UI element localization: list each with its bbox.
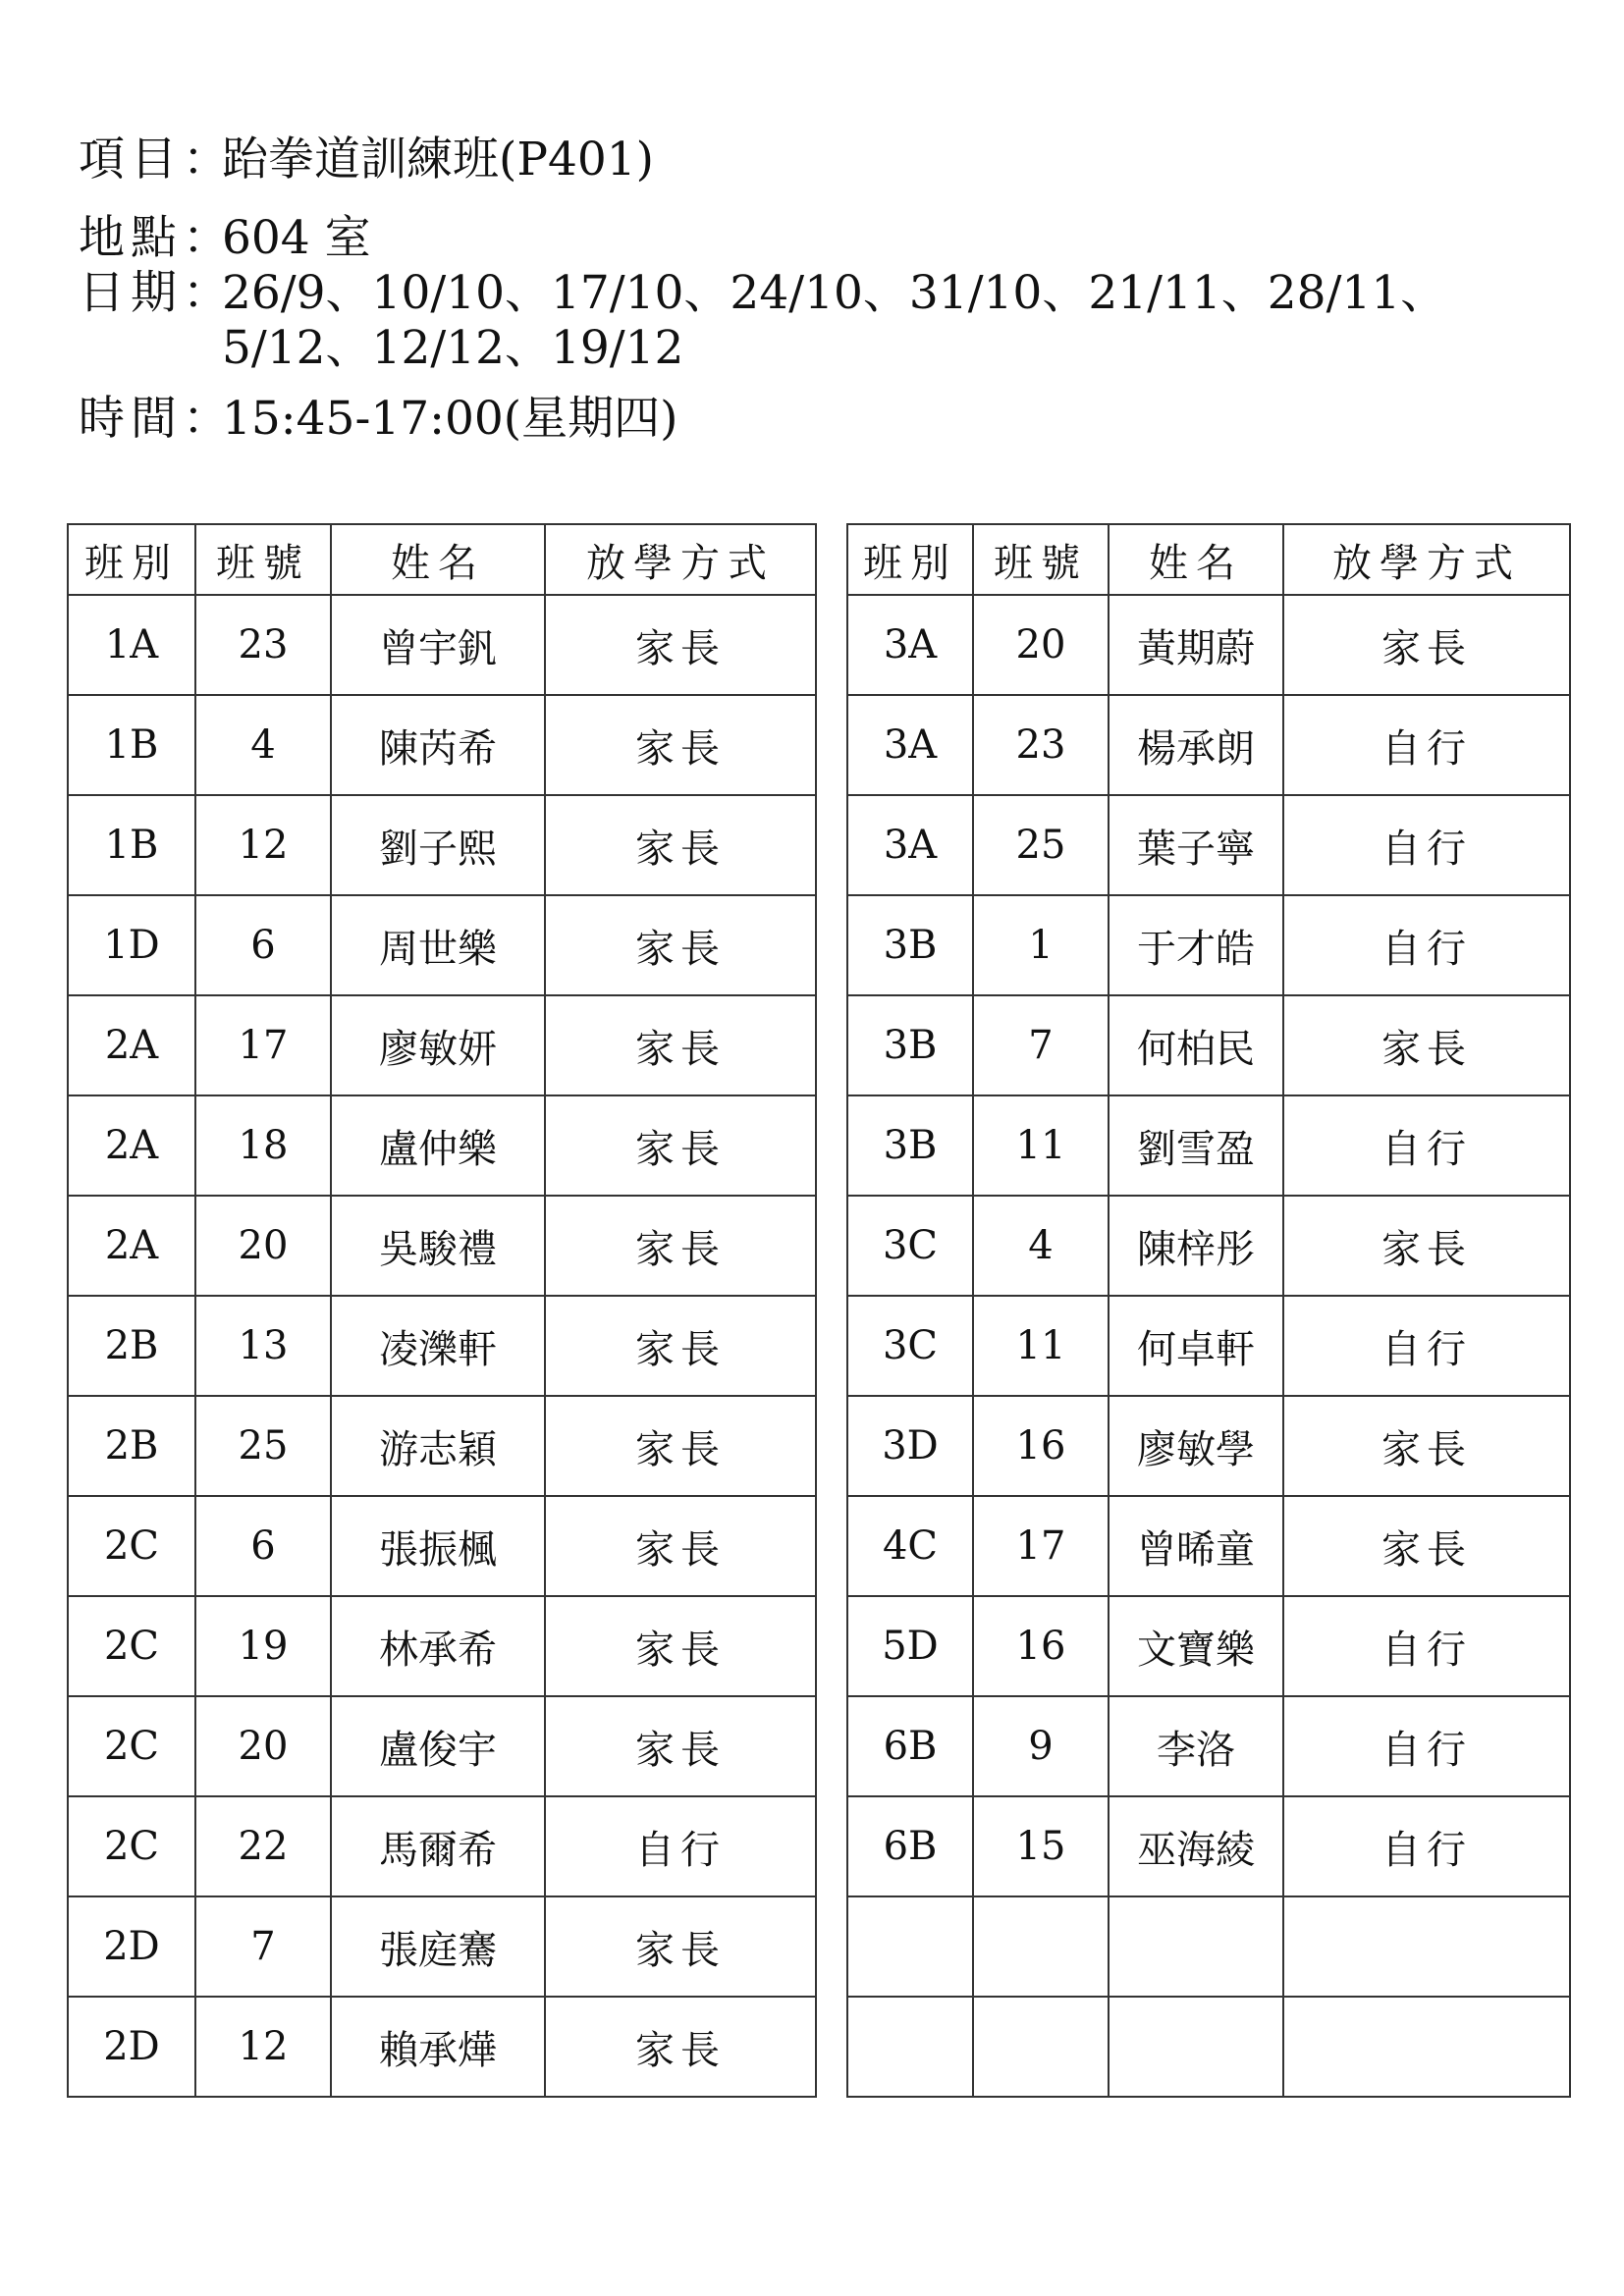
number-cell	[195, 1496, 331, 1596]
table-row	[68, 1496, 816, 1596]
name-cell	[331, 1095, 545, 1196]
time-colon: ：	[183, 392, 229, 446]
method-cell-text: 自行	[1381, 1326, 1472, 1372]
method-cell	[1283, 1696, 1570, 1796]
class-cell	[68, 1496, 195, 1596]
method-cell	[545, 1796, 816, 1896]
class-cell	[68, 995, 195, 1095]
table-row	[847, 1196, 1570, 1296]
method-cell	[545, 1296, 816, 1396]
name-cell	[331, 1997, 545, 2097]
method-cell-text: 自行	[1381, 1126, 1472, 1172]
number-cell-text: 25	[1015, 823, 1066, 868]
class-cell-text: 5D	[882, 1624, 939, 1669]
dates-label: 日期	[79, 266, 183, 320]
number-cell-text: 4	[1028, 1223, 1054, 1268]
number-cell	[973, 1997, 1109, 2097]
class-cell	[68, 595, 195, 695]
table-row	[68, 1396, 816, 1496]
name-cell	[331, 695, 545, 795]
class-cell-text: 3C	[882, 1323, 939, 1368]
name-cell	[331, 1796, 545, 1896]
roster-table-left	[67, 523, 817, 2098]
method-cell-text: 家長	[635, 1927, 726, 1973]
table-header-row	[847, 524, 1570, 595]
method-cell	[545, 795, 816, 895]
name-cell-text: 劉子熙	[379, 826, 497, 872]
number-cell	[973, 1095, 1109, 1196]
method-cell	[1283, 1396, 1570, 1496]
col-class-header: 班別	[847, 524, 973, 595]
name-cell	[331, 995, 545, 1095]
number-cell	[973, 595, 1109, 695]
name-cell-text: 葉子寧	[1137, 826, 1255, 872]
dates-colon: ：	[183, 266, 229, 320]
name-cell-text: 賴承燁	[379, 2027, 497, 2073]
class-cell	[68, 1196, 195, 1296]
class-cell-text: 2C	[103, 1624, 160, 1669]
class-cell	[68, 1396, 195, 1496]
number-cell-text: 25	[238, 1423, 289, 1468]
number-cell-text: 12	[238, 823, 289, 868]
number-cell-text: 20	[1015, 622, 1066, 667]
method-cell-text: 家長	[635, 1526, 726, 1573]
method-cell-text: 家長	[635, 1627, 726, 1673]
method-cell-text: 家長	[635, 625, 726, 671]
number-cell	[195, 1095, 331, 1196]
dates-value: 26/9、10/10、17/10、24/10、31/10、21/11、28/11、 5/12、12/12、19/12	[222, 266, 1447, 375]
name-cell	[331, 1396, 545, 1496]
number-cell-text: 7	[1028, 1023, 1054, 1068]
number-cell	[973, 695, 1109, 795]
class-cell	[847, 995, 973, 1095]
table-row	[847, 895, 1570, 995]
method-cell	[1283, 1896, 1570, 1997]
name-cell	[1109, 1095, 1283, 1196]
name-cell-text: 李洛	[1157, 1727, 1235, 1773]
number-cell-text: 16	[1015, 1624, 1066, 1669]
name-cell-text: 曾宇釩	[379, 625, 497, 671]
name-cell-text: 于才皓	[1137, 926, 1255, 972]
class-cell-text: 3C	[882, 1223, 939, 1268]
name-cell-text: 廖敏妍	[379, 1026, 497, 1072]
name-cell-text: 林承希	[379, 1627, 497, 1673]
name-cell-text: 凌濼軒	[379, 1326, 497, 1372]
method-cell	[545, 1896, 816, 1997]
class-cell-text: 3A	[883, 823, 938, 868]
name-cell-text: 張振楓	[379, 1526, 497, 1573]
method-cell	[545, 595, 816, 695]
col-number-header: 班號	[973, 524, 1109, 595]
method-cell-text: 家長	[635, 826, 726, 872]
method-cell-text: 家長	[635, 1026, 726, 1072]
name-cell	[1109, 995, 1283, 1095]
roster-body-left	[68, 595, 816, 2097]
class-cell-text: 2B	[104, 1423, 159, 1468]
number-cell-text: 23	[1015, 722, 1066, 768]
number-cell-text: 19	[238, 1624, 289, 1669]
number-cell-text: 17	[238, 1023, 289, 1068]
table-row	[68, 1796, 816, 1896]
number-cell-text: 15	[1015, 1824, 1066, 1869]
name-cell-text: 黃期蔚	[1137, 625, 1255, 671]
time-row	[79, 392, 1551, 447]
method-cell	[1283, 995, 1570, 1095]
method-cell-text: 家長	[635, 1226, 726, 1272]
class-cell-text: 2C	[103, 1724, 160, 1769]
name-cell-text: 張庭騫	[379, 1927, 497, 1973]
col-number-header: 班號	[195, 524, 331, 595]
class-cell	[847, 1095, 973, 1196]
name-cell-text: 盧仲樂	[379, 1126, 497, 1172]
dates-row	[79, 266, 1551, 376]
table-row	[847, 1596, 1570, 1696]
class-cell-text: 1A	[104, 622, 159, 667]
class-cell	[68, 1296, 195, 1396]
name-cell-text: 馬爾希	[379, 1827, 497, 1873]
method-cell	[1283, 1596, 1570, 1696]
class-cell-text: 3A	[883, 722, 938, 768]
method-cell	[545, 1396, 816, 1496]
class-cell	[68, 1596, 195, 1696]
method-cell	[1283, 795, 1570, 895]
name-cell	[1109, 1496, 1283, 1596]
table-row	[68, 1296, 816, 1396]
name-cell-text: 周世樂	[379, 926, 497, 972]
class-cell-text: 3A	[883, 622, 938, 667]
document-header	[79, 133, 1551, 447]
class-cell	[847, 1196, 973, 1296]
method-cell-text: 自行	[635, 1827, 726, 1873]
class-cell-text: 6B	[883, 1724, 938, 1769]
method-cell-text: 家長	[1381, 625, 1472, 671]
number-cell-text: 9	[1028, 1724, 1054, 1769]
number-cell-text: 11	[1015, 1123, 1066, 1168]
method-cell-text: 家長	[635, 1126, 726, 1172]
name-cell-text: 何柏民	[1137, 1026, 1255, 1072]
table-header-row	[68, 524, 816, 595]
name-cell	[1109, 1196, 1283, 1296]
method-cell-text: 家長	[635, 1727, 726, 1773]
table-row	[68, 1997, 816, 2097]
name-cell-text: 游志穎	[379, 1426, 497, 1472]
col-method-header: 放學方式	[545, 524, 816, 595]
class-cell-text: 3B	[883, 1123, 938, 1168]
class-cell-text: 2C	[103, 1523, 160, 1569]
number-cell-text: 12	[238, 2024, 289, 2069]
number-cell-text: 6	[250, 1523, 276, 1569]
number-cell-text: 20	[238, 1724, 289, 1769]
class-cell	[847, 695, 973, 795]
name-cell	[331, 1596, 545, 1696]
method-cell-text: 自行	[1381, 1827, 1472, 1873]
method-cell	[545, 1997, 816, 2097]
number-cell-text: 13	[238, 1323, 289, 1368]
name-cell	[331, 795, 545, 895]
table-row	[847, 795, 1570, 895]
class-cell	[847, 1396, 973, 1496]
number-cell-text: 23	[238, 622, 289, 667]
name-cell	[331, 1696, 545, 1796]
method-cell	[545, 995, 816, 1095]
name-cell	[331, 1196, 545, 1296]
class-cell-text: 1B	[104, 722, 159, 768]
table-row	[68, 995, 816, 1095]
class-cell-text: 6B	[883, 1824, 938, 1869]
number-cell-text: 22	[238, 1824, 289, 1869]
method-cell	[1283, 1997, 1570, 2097]
project-value: 跆拳道訓練班(P401)	[222, 133, 655, 187]
class-cell	[68, 695, 195, 795]
class-cell-text: 1B	[104, 823, 159, 868]
class-cell-text: 2B	[104, 1323, 159, 1368]
class-cell	[847, 1296, 973, 1396]
class-cell-text: 3D	[882, 1423, 939, 1468]
class-cell	[847, 1496, 973, 1596]
table-row	[68, 1196, 816, 1296]
class-cell	[68, 795, 195, 895]
method-cell-text: 家長	[1381, 1526, 1472, 1573]
name-cell-text: 陳芮希	[379, 725, 497, 772]
number-cell	[195, 1596, 331, 1696]
method-cell-text: 家長	[635, 926, 726, 972]
name-cell	[1109, 1796, 1283, 1896]
method-cell-text: 家長	[1381, 1026, 1472, 1072]
method-cell-text: 自行	[1381, 725, 1472, 772]
number-cell	[973, 1196, 1109, 1296]
name-cell-text: 廖敏學	[1137, 1426, 1255, 1472]
method-cell	[1283, 695, 1570, 795]
number-cell-text: 16	[1015, 1423, 1066, 1468]
method-cell	[545, 1596, 816, 1696]
number-cell-text: 7	[250, 1924, 276, 1969]
number-cell-text: 20	[238, 1223, 289, 1268]
method-cell	[1283, 595, 1570, 695]
class-cell-text: 4C	[882, 1523, 939, 1569]
number-cell	[973, 1396, 1109, 1496]
class-cell	[847, 795, 973, 895]
number-cell	[195, 1396, 331, 1496]
name-cell-text: 何卓軒	[1137, 1326, 1255, 1372]
table-row	[847, 1496, 1570, 1596]
project-label: 項目	[79, 133, 183, 187]
project-colon: ：	[183, 133, 229, 187]
number-cell	[973, 1496, 1109, 1596]
name-cell-text: 巫海綾	[1137, 1827, 1255, 1873]
class-cell	[847, 895, 973, 995]
name-cell	[331, 1896, 545, 1997]
number-cell	[195, 995, 331, 1095]
number-cell	[195, 1196, 331, 1296]
class-cell	[847, 1997, 973, 2097]
class-cell-text: 2A	[104, 1123, 159, 1168]
table-row	[68, 1596, 816, 1696]
table-row	[847, 595, 1570, 695]
table-row	[847, 995, 1570, 1095]
name-cell	[1109, 795, 1283, 895]
number-cell	[973, 1596, 1109, 1696]
name-cell-text: 盧俊宇	[379, 1727, 497, 1773]
class-cell	[847, 1796, 973, 1896]
name-cell	[1109, 1396, 1283, 1496]
name-cell	[1109, 1696, 1283, 1796]
class-cell-text: 3B	[883, 923, 938, 968]
location-value: 604 室	[222, 211, 371, 265]
number-cell	[195, 695, 331, 795]
project-row	[79, 133, 1551, 187]
number-cell	[973, 1896, 1109, 1997]
class-cell	[68, 1696, 195, 1796]
table-row	[847, 1396, 1570, 1496]
name-cell	[331, 1496, 545, 1596]
method-cell-text: 家長	[635, 1326, 726, 1372]
name-cell	[1109, 1997, 1283, 2097]
number-cell	[973, 795, 1109, 895]
method-cell-text: 家長	[1381, 1426, 1472, 1472]
method-cell	[1283, 1796, 1570, 1896]
number-cell	[973, 1696, 1109, 1796]
name-cell-text: 吳駿禮	[379, 1226, 497, 1272]
method-cell-text: 家長	[1381, 1226, 1472, 1272]
time-label: 時間	[79, 392, 183, 446]
table-row	[68, 1095, 816, 1196]
table-row	[847, 1896, 1570, 1997]
location-colon: ：	[183, 211, 229, 265]
number-cell	[195, 1796, 331, 1896]
method-cell-text: 家長	[635, 1426, 726, 1472]
class-cell	[847, 1696, 973, 1796]
table-row	[847, 1296, 1570, 1396]
method-cell	[1283, 895, 1570, 995]
name-cell-text: 曾晞童	[1137, 1526, 1255, 1573]
method-cell-text: 家長	[635, 725, 726, 772]
class-cell	[68, 1796, 195, 1896]
name-cell-text: 楊承朗	[1137, 725, 1255, 772]
method-cell-text: 家長	[635, 2027, 726, 2073]
number-cell	[973, 1296, 1109, 1396]
class-cell-text: 2A	[104, 1223, 159, 1268]
method-cell-text: 自行	[1381, 1727, 1472, 1773]
method-cell-text: 自行	[1381, 926, 1472, 972]
number-cell-text: 17	[1015, 1523, 1066, 1569]
name-cell	[1109, 1596, 1283, 1696]
table-row	[847, 1796, 1570, 1896]
time-value: 15:45-17:00(星期四)	[222, 392, 678, 446]
name-cell	[1109, 1896, 1283, 1997]
number-cell	[973, 1796, 1109, 1896]
method-cell	[1283, 1095, 1570, 1196]
class-cell	[68, 1896, 195, 1997]
roster-body-right	[847, 595, 1570, 2097]
table-row	[68, 1696, 816, 1796]
class-cell-text: 2A	[104, 1023, 159, 1068]
name-cell-text: 文寶樂	[1137, 1627, 1255, 1673]
name-cell-text: 陳梓彤	[1137, 1226, 1255, 1272]
table-row	[68, 895, 816, 995]
table-row	[68, 695, 816, 795]
table-row	[847, 1997, 1570, 2097]
table-row	[68, 795, 816, 895]
table-row	[68, 595, 816, 695]
class-cell	[847, 1896, 973, 1997]
class-cell	[847, 595, 973, 695]
method-cell	[545, 1496, 816, 1596]
method-cell	[545, 695, 816, 795]
name-cell-text: 劉雪盈	[1137, 1126, 1255, 1172]
name-cell	[1109, 1296, 1283, 1396]
method-cell-text: 自行	[1381, 826, 1472, 872]
name-cell	[1109, 595, 1283, 695]
class-cell-text: 2D	[103, 2024, 160, 2069]
method-cell	[545, 1696, 816, 1796]
class-cell	[847, 1596, 973, 1696]
roster-table-right	[846, 523, 1571, 2098]
method-cell	[1283, 1296, 1570, 1396]
name-cell	[331, 895, 545, 995]
class-cell-text: 1D	[103, 923, 160, 968]
method-cell	[1283, 1196, 1570, 1296]
col-class-header: 班別	[68, 524, 195, 595]
method-cell	[545, 895, 816, 995]
table-row	[847, 1095, 1570, 1196]
class-cell-text: 3B	[883, 1023, 938, 1068]
method-cell	[545, 1196, 816, 1296]
location-row	[79, 211, 1551, 266]
class-cell-text: 2C	[103, 1824, 160, 1869]
location-label: 地點	[79, 211, 183, 265]
class-cell	[68, 1997, 195, 2097]
table-row	[847, 1696, 1570, 1796]
col-method-header: 放學方式	[1283, 524, 1570, 595]
method-cell-text: 自行	[1381, 1627, 1472, 1673]
number-cell-text: 4	[250, 722, 276, 768]
name-cell	[1109, 695, 1283, 795]
table-row	[68, 1896, 816, 1997]
number-cell	[195, 1896, 331, 1997]
class-cell-text: 2D	[103, 1924, 160, 1969]
col-name-header: 姓名	[1109, 524, 1283, 595]
col-name-header: 姓名	[331, 524, 545, 595]
number-cell-text: 1	[1028, 923, 1054, 968]
number-cell	[195, 895, 331, 995]
name-cell	[1109, 895, 1283, 995]
number-cell-text: 18	[238, 1123, 289, 1168]
number-cell-text: 11	[1015, 1323, 1066, 1368]
number-cell	[973, 895, 1109, 995]
name-cell	[331, 595, 545, 695]
method-cell	[545, 1095, 816, 1196]
number-cell	[195, 595, 331, 695]
number-cell	[195, 1696, 331, 1796]
name-cell	[331, 1296, 545, 1396]
number-cell	[973, 995, 1109, 1095]
number-cell-text: 6	[250, 923, 276, 968]
number-cell	[195, 1296, 331, 1396]
class-cell	[68, 895, 195, 995]
table-row	[847, 695, 1570, 795]
number-cell	[195, 795, 331, 895]
number-cell	[195, 1997, 331, 2097]
class-cell	[68, 1095, 195, 1196]
method-cell	[1283, 1496, 1570, 1596]
